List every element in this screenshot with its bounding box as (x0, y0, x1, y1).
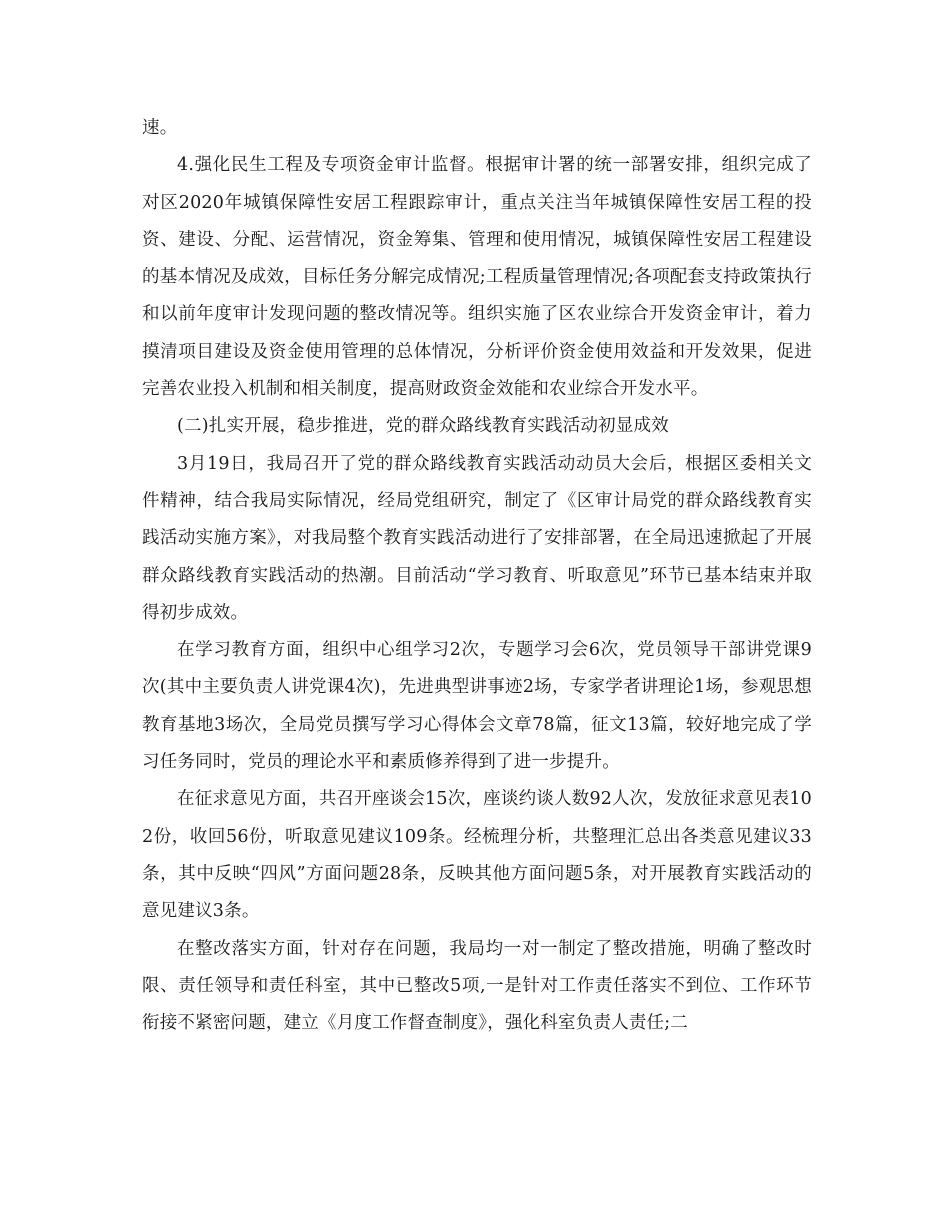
paragraph-soliciting-opinions: 在征求意见方面，共召开座谈会15次，座谈约谈人数92人次，发放征求意见表102份，收回56份，听取意见建议109条。经梳理分析，共整理汇总出各类意见建议33条，其中反映“四风”方面问题28条，反映其他方面问题5条，对开展教育实践活动的意见建议3条。 (142, 789, 812, 922)
paragraph-mobilization: 3月19日，我局召开了党的群众路线教育实践活动动员大会后，根据区委相关文件精神，结合我局实际情况，经局党组研究，制定了《区审计局党的群众路线教育实践活动实施方案》，对我局整个教育实践活动进行了安排部署，在全局迅速掀起了开展群众路线教育实践活动的热潮。目前活动“学习教育、听取意见”环节已基本结束并取得初步成效。 (142, 453, 812, 623)
document-body (142, 110, 812, 1042)
paragraph-study-education: 在学习教育方面，组织中心组学习2次，专题学习会6次，党员领导干部讲党课9次(其中主要负责人讲党课4次)，先进典型讲事迹2场，专家学者讲理论1场，参观思想教育基地3场次，全局党员撰写学习心得体会文章78篇，征文13篇，较好地完成了学习任务同时，党员的理论水平和素质修养得到了进一步提升。 (142, 640, 812, 773)
paragraph-rectification: 在整改落实方面，针对存在问题，我局均一对一制定了整改措施，明确了整改时限、责任领导和责任科室，其中已整改5项,一是针对工作责任落实不到位、工作环节衔接不紧密问题，建立《月度工作督查制度》，强化科室负责人责任;二 (142, 938, 812, 1034)
paragraph-continuation: 速。 (142, 118, 178, 138)
paragraph-livelihood-audit: 4.强化民生工程及专项资金审计监督。根据审计署的统一部署安排，组织完成了对区2020年城镇保障性安居工程跟踪审计，重点关注当年城镇保障性安居工程的投资、建设、分配、运营情况，资金筹集、管理和使用情况，城镇保障性安居工程建设的基本情况及成效，目标任务分解完成情况;工程质量管理情况;各项配套支持政策执行和以前年度审计发现问题的整改情况等。组织实施了区农业综合开发资金审计，着力摸清项目建设及资金使用管理的总体情况，分析评价资金使用效益和开发效果，促进完善农业投入机制和相关制度，提高财政资金效能和农业综合开发水平。 (142, 155, 812, 400)
section-heading: (二)扎实开展，稳步推进，党的群众路线教育实践活动初显成效 (177, 416, 669, 437)
